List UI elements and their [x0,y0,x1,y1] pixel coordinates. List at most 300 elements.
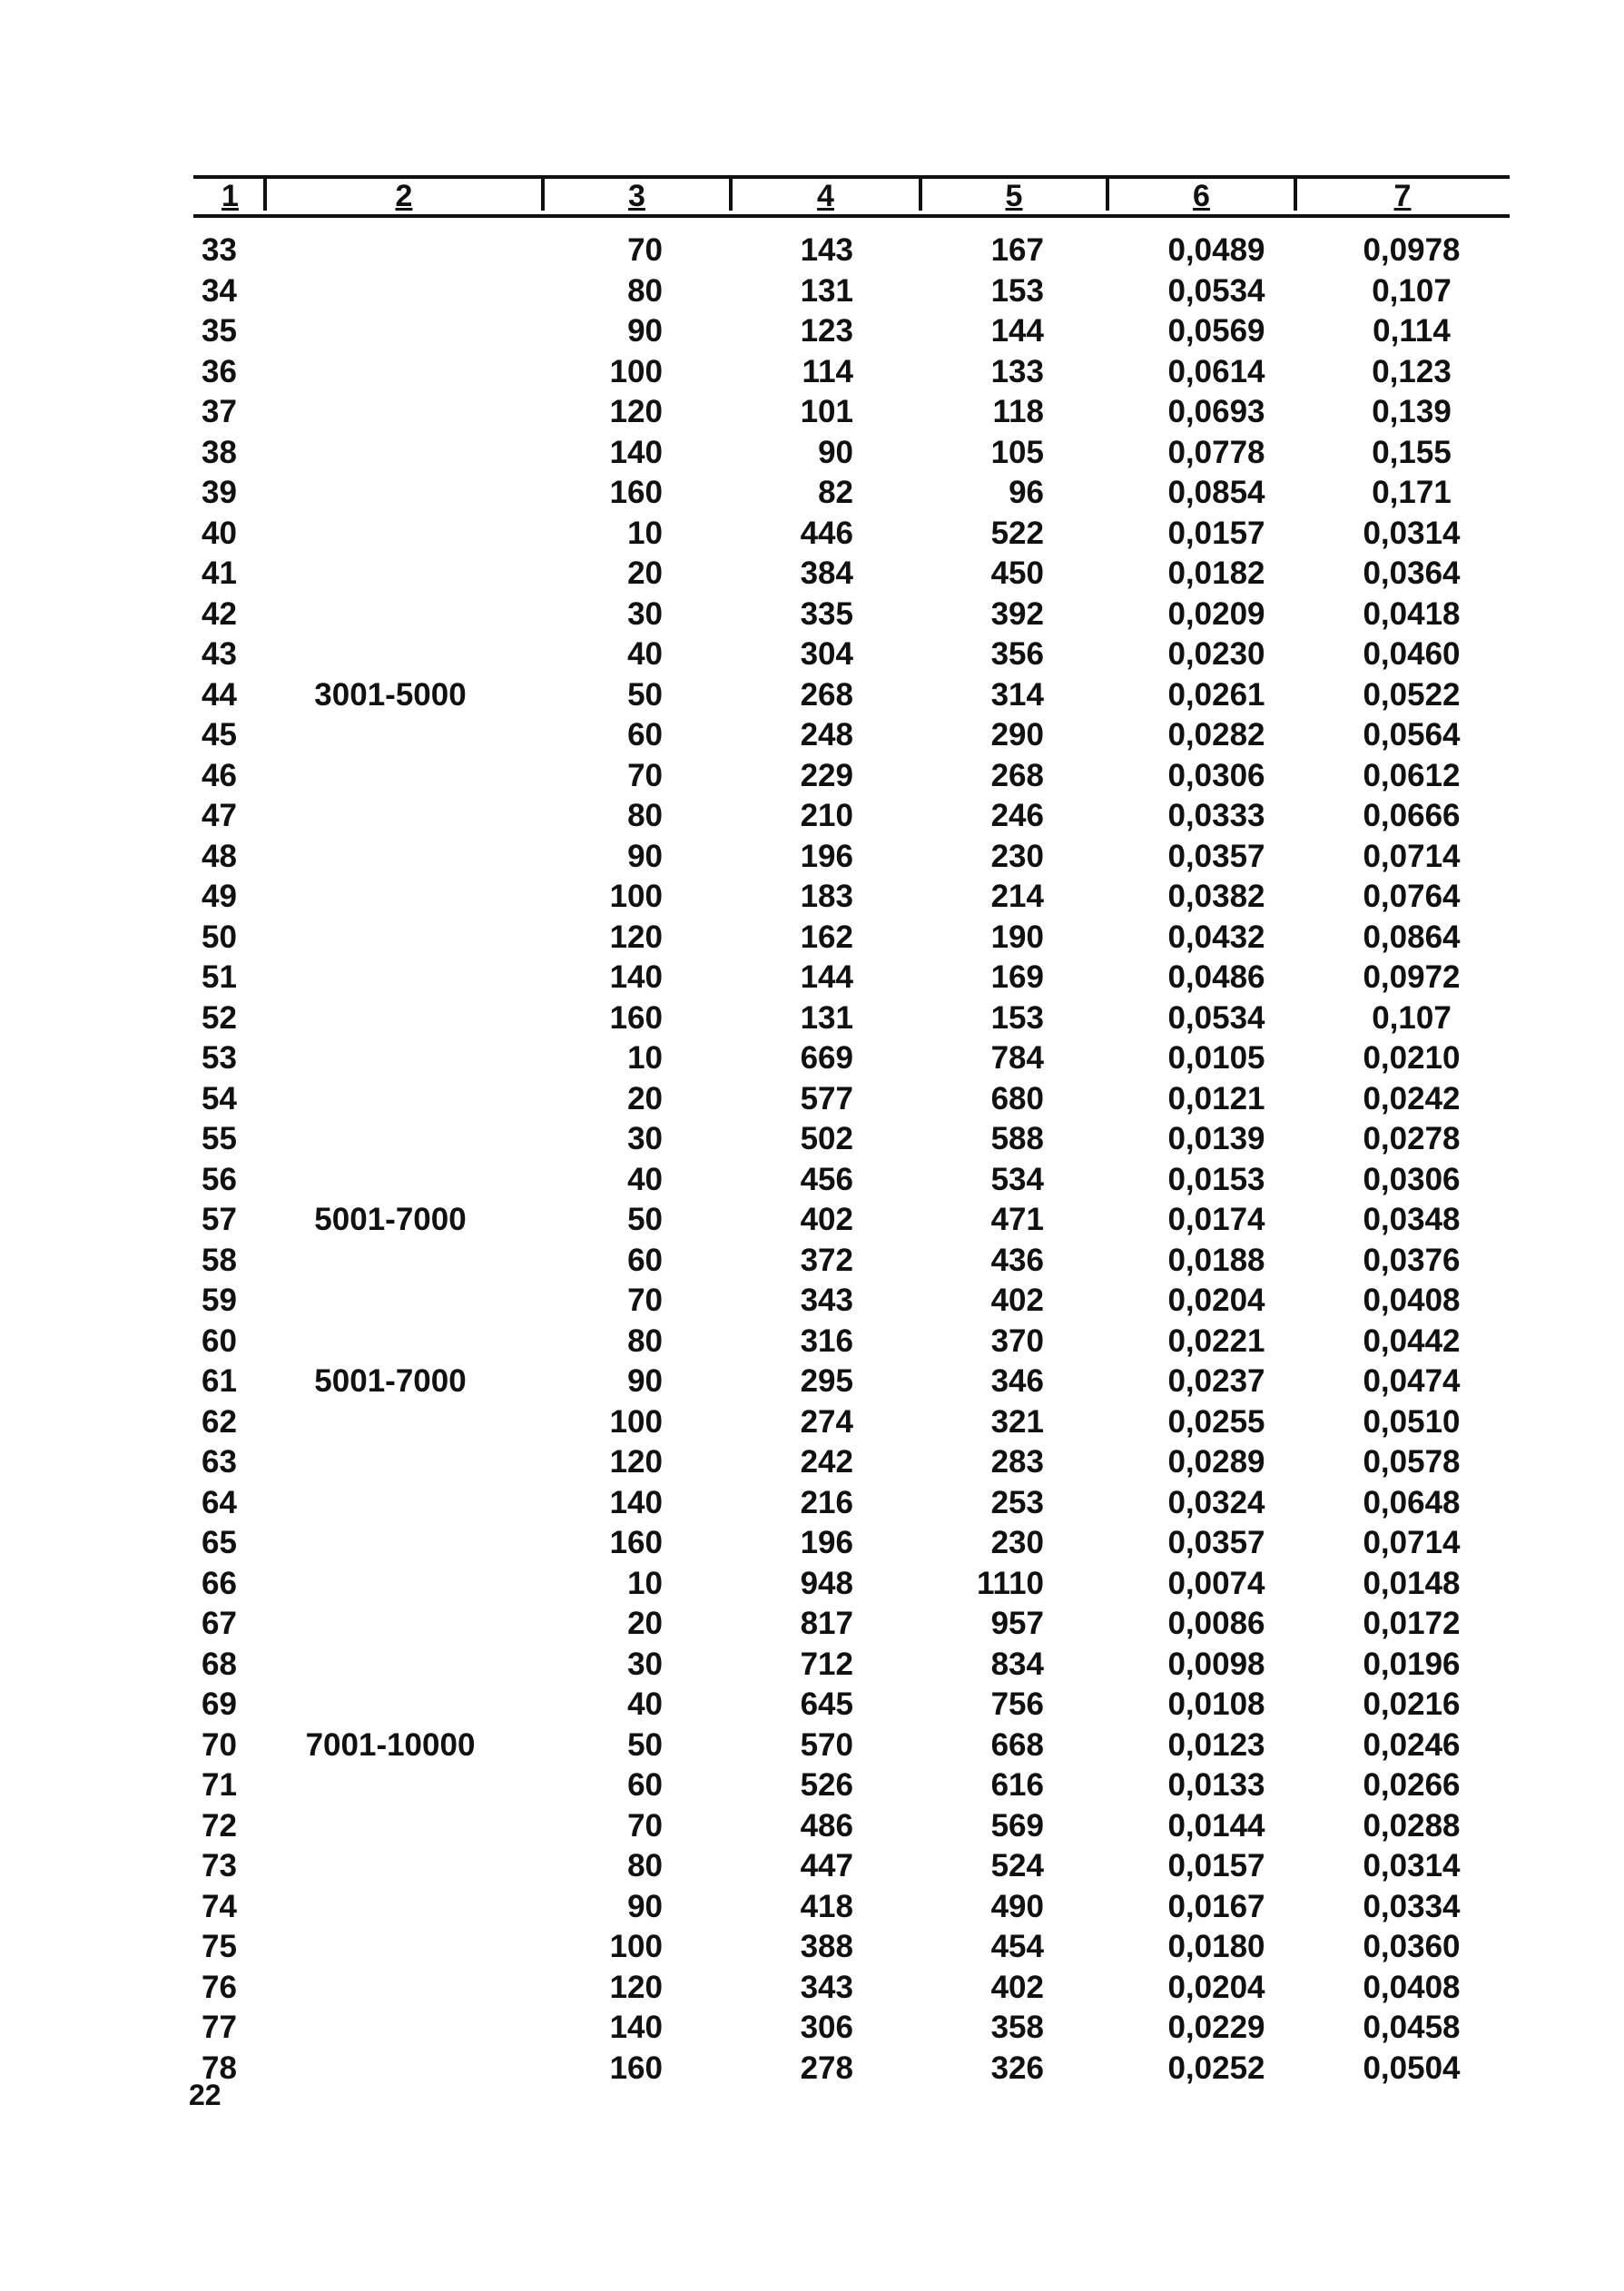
table-cell-col-6: 0,0252 [1167,2050,1265,2086]
table-cell-col-5: 214 [990,879,1044,914]
table-cell-col-6: 0,0086 [1167,1606,1265,1641]
table-cell-col-4: 447 [800,1848,853,1883]
table-cell-col-3: 40 [627,636,663,672]
table-cell-col-7: 0,0666 [1363,798,1461,833]
table-cell-col-2 [281,433,499,474]
table-row [0,1038,1624,1079]
table-cell-col-4: 372 [800,1242,853,1278]
table-cell-col-1: 39 [202,475,237,510]
table-cell-col-7: 0,0216 [1363,1686,1461,1722]
table-cell-col-4: 278 [800,2050,853,2086]
table-row [0,1362,1624,1402]
table-cell-col-2 [281,877,499,918]
table-cell-col-1: 77 [202,2010,237,2045]
table-cell-col-5: 153 [990,272,1044,309]
table-cell-col-2: 5001-7000 [314,1363,467,1399]
table-cell-col-7: 0,0972 [1363,959,1461,995]
table-cell-col-5: 1110 [977,1565,1044,1601]
table-cell-col-5: 402 [990,1283,1044,1318]
table-row [0,1079,1624,1120]
table-cell-col-2 [281,837,499,878]
table-cell-col-5: 668 [990,1726,1044,1763]
table-cell-col-5: 454 [990,1929,1044,1964]
table-cell-col-4: 162 [800,919,853,955]
table-cell-col-5: 569 [990,1807,1044,1844]
table-cell-col-5: 230 [990,838,1044,874]
table-cell-col-5: 230 [990,1525,1044,1560]
table-cell-col-3: 40 [627,1686,663,1722]
table-cell-col-4: 456 [800,1161,853,1197]
table-cell-col-6: 0,0139 [1167,1121,1265,1156]
table-cell-col-4: 143 [800,232,853,268]
column-header-2: 2 [395,179,413,213]
table-row [0,554,1624,595]
table-cell-col-4: 131 [800,999,853,1036]
table-cell-col-7: 0,0288 [1363,1807,1461,1844]
table-row [0,514,1624,555]
table-cell-col-2 [281,2049,499,2089]
table-cell-col-6: 0,0333 [1167,798,1265,833]
table-cell-col-1: 72 [202,1807,237,1844]
table-cell-col-7: 0,107 [1372,999,1452,1036]
table-cell-col-3: 160 [609,999,663,1036]
table-cell-col-4: 114 [802,353,853,389]
table-cell-col-2 [281,634,499,675]
table-row [0,1887,1624,1928]
table-cell-col-4: 446 [800,515,853,551]
table-cell-col-2 [281,1846,499,1887]
table-cell-col-5: 105 [990,434,1044,470]
table-cell-col-2 [281,998,499,1039]
table-cell-col-7: 0,123 [1372,353,1452,389]
page-number: 22 [189,2079,221,2111]
table-cell-col-6: 0,0204 [1167,1283,1265,1318]
table-cell-col-6: 0,0144 [1167,1807,1265,1844]
table-cell-col-1: 57 [202,1202,237,1237]
table-cell-col-4: 295 [800,1363,853,1399]
table-cell-col-4: 502 [800,1121,853,1156]
table-cell-col-7: 0,107 [1372,272,1452,309]
table-cell-col-2 [281,1038,499,1079]
table-cell-col-5: 253 [990,1484,1044,1520]
table-cell-col-5: 680 [990,1080,1044,1116]
table-cell-col-7: 0,0148 [1363,1565,1461,1601]
table-cell-col-7: 0,0522 [1363,676,1461,713]
table-cell-col-4: 196 [800,1525,853,1560]
table-cell-col-2 [281,231,499,271]
table-cell-col-2 [281,514,499,555]
table-cell-col-4: 216 [800,1484,853,1520]
table-cell-col-3: 100 [609,1929,663,1964]
table-cell-col-7: 0,0172 [1363,1606,1461,1641]
table-cell-col-2 [281,1241,499,1282]
table-cell-col-4: 196 [800,838,853,874]
table-row [0,918,1624,959]
table-cell-col-1: 63 [202,1444,237,1480]
table-cell-col-1: 73 [202,1848,237,1883]
table-cell-col-7: 0,0314 [1363,1848,1461,1883]
table-cell-col-6: 0,0209 [1167,595,1265,632]
table-cell-col-5: 358 [990,2010,1044,2045]
table-cell-col-4: 183 [800,879,853,914]
table-cell-col-1: 37 [202,394,237,429]
table-cell-col-5: 326 [990,2050,1044,2086]
table-cell-col-3: 90 [627,1363,663,1399]
table-cell-col-1: 40 [202,515,237,551]
table-cell-col-5: 96 [1009,475,1044,510]
table-row [0,1523,1624,1564]
table-cell-col-5: 471 [990,1202,1044,1237]
table-cell-col-3: 140 [609,959,663,995]
table-cell-col-4: 90 [818,434,853,470]
table-cell-col-5: 268 [990,757,1044,793]
table-cell-col-7: 0,0306 [1363,1161,1461,1197]
table-cell-col-6: 0,0153 [1167,1161,1265,1197]
table-cell-col-2 [281,1523,499,1564]
column-header-7: 7 [1393,179,1412,213]
table-cell-col-1: 69 [202,1686,237,1722]
table-cell-col-1: 47 [202,798,237,833]
table-cell-col-3: 80 [627,1322,663,1359]
table-cell-col-5: 314 [990,676,1044,713]
table-cell-col-3: 100 [609,879,663,914]
table-cell-col-6: 0,0534 [1167,272,1265,309]
table-cell-col-3: 80 [627,272,663,309]
table-cell-col-7: 0,0510 [1363,1403,1461,1440]
table-cell-col-6: 0,0098 [1167,1646,1265,1682]
table-cell-col-2 [281,796,499,837]
table-cell-col-7: 0,0210 [1363,1040,1461,1076]
table-cell-col-4: 274 [800,1403,853,1440]
table-cell-col-6: 0,0778 [1167,434,1265,470]
table-cell-col-4: 570 [800,1726,853,1763]
table-cell-col-1: 34 [202,272,237,309]
table-cell-col-5: 957 [990,1606,1044,1641]
table-cell-col-1: 50 [202,919,237,955]
table-cell-col-3: 70 [627,232,663,268]
table-cell-col-6: 0,0121 [1167,1080,1265,1116]
table-cell-col-7: 0,0442 [1363,1322,1461,1359]
table-cell-col-5: 290 [990,717,1044,752]
table-cell-col-3: 160 [609,475,663,510]
table-cell-col-1: 53 [202,1040,237,1076]
table-cell-col-7: 0,171 [1372,475,1452,510]
table-row [0,1806,1624,1847]
table-cell-col-6: 0,0230 [1167,636,1265,672]
table-cell-col-1: 49 [202,879,237,914]
table-cell-col-1: 66 [202,1565,237,1601]
table-cell-col-4: 645 [800,1686,853,1722]
table-cell-col-5: 522 [990,515,1044,551]
table-cell-col-7: 0,114 [1373,313,1451,349]
table-cell-col-1: 61 [202,1363,237,1399]
table-cell-col-5: 834 [990,1646,1044,1682]
table-cell-col-5: 321 [990,1403,1044,1440]
table-row [0,1200,1624,1241]
table-cell-col-2 [281,595,499,635]
table-cell-col-6: 0,0289 [1167,1444,1265,1480]
table-cell-col-2 [281,1160,499,1201]
table-cell-col-2 [281,1806,499,1847]
table-cell-col-3: 60 [627,1242,663,1278]
table-cell-col-2: 5001-7000 [314,1202,467,1237]
table-cell-col-2 [281,392,499,433]
table-cell-col-7: 0,0564 [1363,717,1461,752]
table-cell-col-6: 0,0074 [1167,1565,1265,1601]
table-cell-col-6: 0,0237 [1167,1363,1265,1399]
table-cell-col-7: 0,0408 [1363,1969,1461,2005]
table-cell-col-1: 52 [202,999,237,1036]
table-cell-col-4: 335 [800,595,853,632]
table-cell-col-4: 316 [800,1322,853,1359]
table-cell-col-3: 10 [627,515,663,551]
table-cell-col-1: 67 [202,1606,237,1641]
table-cell-col-4: 486 [800,1807,853,1844]
table-row [0,998,1624,1039]
table-row [0,1645,1624,1686]
table-cell-col-5: 283 [990,1444,1044,1480]
table-row [0,634,1624,675]
table-cell-col-4: 268 [800,676,853,713]
table-cell-col-3: 160 [609,1525,663,1560]
table-cell-col-7: 0,0314 [1363,515,1461,551]
table-cell-col-1: 33 [202,232,237,268]
column-header-6: 6 [1193,179,1210,213]
table-cell-col-3: 20 [627,556,663,591]
table-cell-col-2 [281,1968,499,2009]
table-cell-col-5: 370 [990,1322,1044,1359]
table-cell-col-3: 140 [609,2010,663,2045]
table-cell-col-6: 0,0357 [1167,838,1265,874]
table-cell-col-3: 60 [627,1767,663,1803]
table-header-rule [193,214,1510,218]
table-cell-col-1: 58 [202,1242,237,1278]
table-cell-col-3: 30 [627,1121,663,1156]
table-cell-col-5: 133 [990,353,1044,389]
table-cell-col-3: 120 [609,1444,663,1480]
table-cell-col-4: 712 [800,1646,853,1682]
table-cell-col-7: 0,0278 [1363,1121,1461,1156]
table-cell-col-6: 0,0486 [1167,959,1265,995]
table-cell-col-2 [281,958,499,998]
table-cell-col-7: 0,0348 [1363,1202,1461,1237]
table-cell-col-4: 388 [800,1929,853,1964]
column-header-1: 1 [221,179,239,213]
column-header-4: 4 [817,179,834,213]
table-row [0,1927,1624,1968]
table-row [0,392,1624,433]
table-cell-col-2 [281,2008,499,2049]
table-cell-col-3: 120 [609,394,663,429]
table-row [0,1846,1624,1887]
table-cell-col-2 [281,1765,499,1806]
table-cell-col-7: 0,0648 [1363,1484,1461,1520]
table-cell-col-4: 144 [800,959,853,995]
table-cell-col-1: 41 [202,556,237,591]
table-cell-col-7: 0,139 [1372,394,1452,429]
table-cell-col-3: 100 [609,1403,663,1440]
table-cell-col-6: 0,0221 [1167,1322,1265,1359]
table-cell-col-1: 42 [202,595,237,632]
table-row [0,837,1624,878]
table-cell-col-6: 0,0229 [1167,2010,1265,2045]
table-cell-col-2 [281,1685,499,1726]
table-cell-col-1: 56 [202,1161,237,1197]
table-cell-col-4: 242 [800,1444,853,1480]
table-cell-col-7: 0,155 [1372,434,1452,470]
table-cell-col-1: 62 [202,1403,237,1440]
table-cell-col-6: 0,0174 [1167,1202,1265,1237]
table-cell-col-5: 450 [990,556,1044,591]
table-cell-col-3: 50 [627,676,663,713]
table-cell-col-2 [281,1442,499,1483]
table-row [0,352,1624,393]
table-cell-col-1: 75 [202,1929,237,1964]
table-cell-col-4: 817 [800,1606,853,1641]
table-cell-col-6: 0,0105 [1167,1040,1265,1076]
table-cell-col-3: 10 [627,1565,663,1601]
table-cell-col-1: 45 [202,717,237,752]
table-cell-col-7: 0,0714 [1363,838,1461,874]
table-cell-col-6: 0,0204 [1167,1969,1265,2005]
table-cell-col-4: 229 [800,757,853,793]
table-cell-col-2 [281,1927,499,1968]
table-cell-col-1: 70 [202,1726,237,1763]
table-cell-col-1: 51 [202,959,237,995]
table-cell-col-6: 0,0180 [1167,1929,1265,1964]
table-cell-col-5: 436 [990,1242,1044,1278]
table-cell-col-2 [281,1483,499,1524]
table-cell-col-7: 0,0376 [1363,1242,1461,1278]
table-cell-col-2 [281,1645,499,1686]
table-row [0,433,1624,474]
table-cell-col-6: 0,0188 [1167,1242,1265,1278]
table-cell-col-4: 123 [800,313,853,349]
table-cell-col-6: 0,0133 [1167,1767,1265,1803]
table-cell-col-7: 0,0196 [1363,1646,1461,1682]
table-cell-col-7: 0,0408 [1363,1283,1461,1318]
table-cell-col-2 [281,554,499,595]
table-cell-col-3: 90 [627,313,663,349]
table-row [0,1322,1624,1362]
table-cell-col-4: 948 [800,1565,853,1601]
table-cell-col-2 [281,473,499,514]
table-cell-col-6: 0,0157 [1167,1848,1265,1883]
table-cell-col-2 [281,271,499,312]
table-row [0,1402,1624,1443]
table-cell-col-5: 144 [990,313,1044,349]
table-cell-col-2 [281,1079,499,1120]
table-cell-col-4: 402 [800,1202,853,1237]
table-cell-col-7: 0,0764 [1363,879,1461,914]
table-cell-col-3: 70 [627,1283,663,1318]
table-cell-col-3: 90 [627,1888,663,1924]
table-cell-col-6: 0,0693 [1167,394,1265,429]
table-cell-col-6: 0,0108 [1167,1686,1265,1722]
table-cell-col-3: 140 [609,1484,663,1520]
table-cell-col-3: 60 [627,717,663,752]
table-cell-col-1: 65 [202,1525,237,1560]
table-cell-col-7: 0,0458 [1363,2010,1461,2045]
table-cell-col-4: 131 [800,272,853,309]
table-cell-col-2 [281,1281,499,1322]
table-cell-col-2 [281,352,499,393]
table-cell-col-5: 490 [990,1888,1044,1924]
table-cell-col-3: 80 [627,798,663,833]
column-header-5: 5 [1005,179,1023,213]
table-cell-col-5: 402 [990,1969,1044,2005]
table-row [0,1968,1624,2009]
table-row [0,1281,1624,1322]
table-row [0,1726,1624,1766]
table-cell-col-7: 0,0242 [1363,1080,1461,1116]
table-row [0,675,1624,716]
table-cell-col-3: 120 [609,919,663,955]
table-row [0,231,1624,271]
table-cell-col-3: 90 [627,838,663,874]
table-cell-col-4: 82 [818,475,853,510]
table-cell-col-6: 0,0182 [1167,556,1265,591]
table-cell-col-2 [281,1564,499,1605]
table-cell-col-7: 0,0460 [1363,636,1461,672]
table-cell-col-2: 3001-5000 [314,676,467,713]
table-cell-col-4: 306 [800,2010,853,2045]
table-cell-col-4: 577 [800,1080,853,1116]
table-row [0,756,1624,797]
table-cell-col-2 [281,1119,499,1160]
table-cell-col-5: 616 [990,1767,1044,1803]
table-cell-col-1: 38 [202,434,237,470]
table-cell-col-7: 0,0360 [1363,1929,1461,1964]
table-row [0,1119,1624,1160]
table-cell-col-6: 0,0382 [1167,879,1265,914]
table-row [0,958,1624,998]
table-cell-col-5: 346 [990,1363,1044,1399]
table-cell-col-3: 160 [609,2050,663,2086]
table-cell-col-3: 30 [627,595,663,632]
table-row [0,1241,1624,1282]
table-cell-col-4: 343 [800,1969,853,2005]
table-row [0,877,1624,918]
table-cell-col-3: 20 [627,1080,663,1116]
table-cell-col-1: 44 [202,676,237,713]
table-row [0,1442,1624,1483]
table-cell-col-7: 0,0418 [1363,595,1461,632]
table-cell-col-3: 100 [609,353,663,389]
table-cell-col-2 [281,918,499,959]
table-cell-col-6: 0,0357 [1167,1525,1265,1560]
table-cell-col-6: 0,0255 [1167,1403,1265,1440]
table-cell-col-3: 70 [627,757,663,793]
table-row [0,1765,1624,1806]
table-cell-col-7: 0,0578 [1363,1444,1461,1480]
table-cell-col-4: 304 [800,636,853,672]
table-cell-col-7: 0,0364 [1363,556,1461,591]
table-cell-col-5: 588 [990,1121,1044,1156]
table-cell-col-6: 0,0489 [1167,232,1265,268]
table-cell-col-7: 0,0246 [1363,1726,1461,1763]
table-cell-col-6: 0,0569 [1167,313,1265,349]
table-cell-col-1: 60 [202,1322,237,1359]
table-cell-col-1: 54 [202,1080,237,1116]
table-cell-col-1: 59 [202,1283,237,1318]
table-cell-col-7: 0,0504 [1363,2050,1461,2086]
table-cell-col-3: 140 [609,434,663,470]
table-cell-col-4: 384 [800,556,853,591]
table-cell-col-6: 0,0534 [1167,999,1265,1036]
table-row [0,311,1624,352]
table-cell-col-5: 524 [990,1848,1044,1883]
